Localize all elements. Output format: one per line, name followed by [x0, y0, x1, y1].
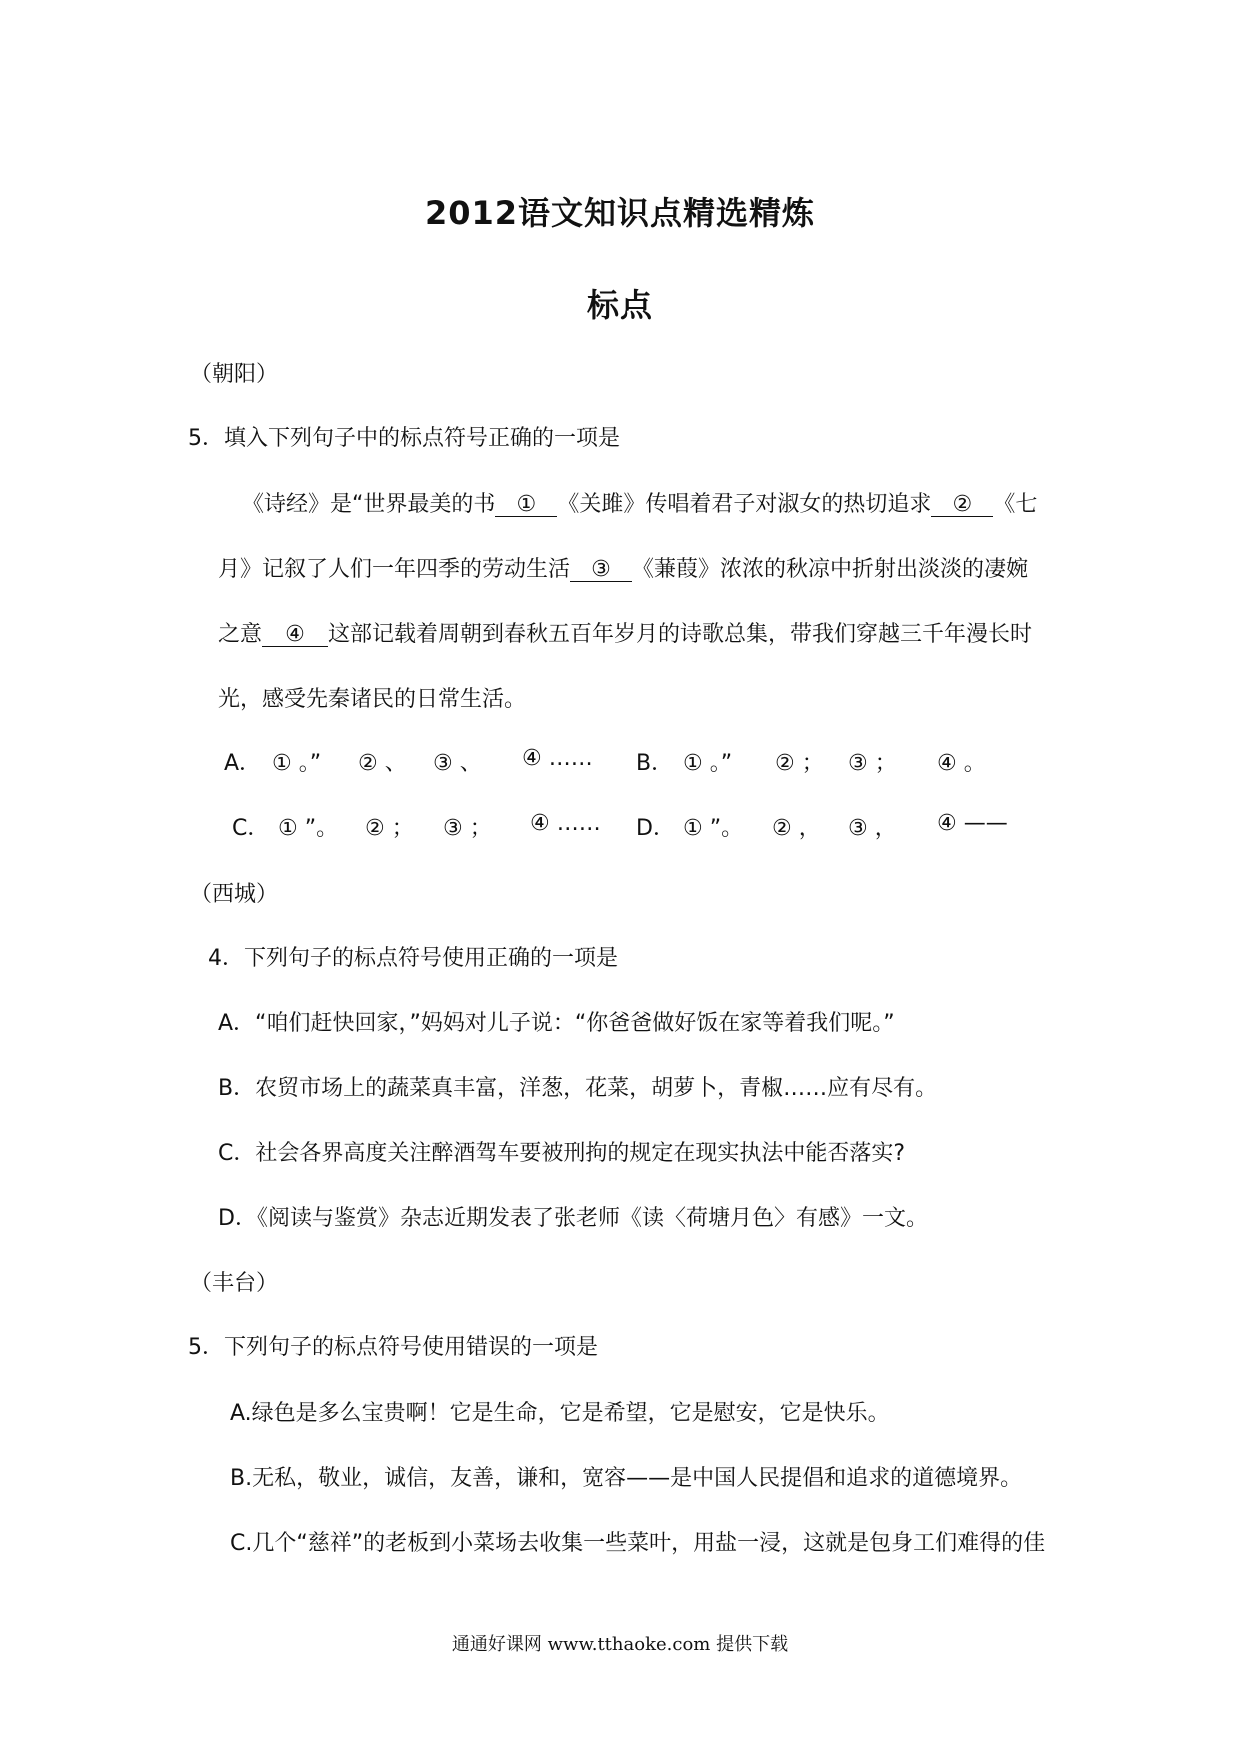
passage-line-3	[218, 617, 1032, 648]
passage-text: 《七	[993, 492, 1038, 517]
option-choice-1: ① ”。	[683, 816, 744, 841]
option-choice-2: ② 、	[358, 751, 407, 776]
passage-text: 《蒹葭》浓浓的秋凉中折射出淡淡的凄婉	[632, 557, 1029, 582]
option-choice-1: ① 。”	[683, 751, 733, 776]
answer-option-A: A．“咱们赶快回家，”妈妈对儿子说：“你爸爸做好饭在家等着我们呢。”	[218, 1011, 895, 1036]
passage-text: 《诗经》是“世界最美的书	[242, 492, 496, 517]
option-choice-4: ④ ——	[937, 811, 1008, 836]
question-5-chaoyang: 5．填入下列句子中的标点符号正确的一项是	[188, 426, 620, 451]
passage-text: 月》记叙了人们一年四季的劳动生活	[218, 557, 571, 582]
answer-option-B: B．农贸市场上的蔬菜真丰富，洋葱，花菜，胡萝卜，青椒……应有尽有。	[218, 1076, 938, 1101]
page-footer: 通通好课网 www.tthaoke.com 提供下载	[451, 1634, 789, 1655]
option-choice-2: ② ；	[365, 816, 414, 841]
passage-line-2	[218, 552, 1028, 583]
option-choice-4: ④ ……	[530, 811, 601, 836]
passage-text: 《关雎》传唱着君子对淑女的热切追求	[557, 492, 932, 517]
blank-2: ②	[931, 494, 993, 517]
option-choice-4: ④ 。	[937, 751, 986, 776]
section-title: 标点	[586, 286, 653, 324]
question-4-xicheng: 4．下列句子的标点符号使用正确的一项是	[208, 946, 618, 971]
option-choice-3: ③ ；	[848, 751, 897, 776]
option-letter: A．	[224, 751, 262, 776]
option-choice-2: ② ；	[775, 751, 824, 776]
blank-1: ①	[495, 494, 557, 517]
option-letter: B．	[636, 751, 674, 776]
passage-text: 这部记载着周朝到春秋五百年岁月的诗歌总集，带我们穿越三千年漫长时	[328, 622, 1033, 647]
answer-option-B: B.无私，敬业，诚信，友善，谦和，宽容——是中国人民提倡和追求的道德境界。	[230, 1466, 1023, 1491]
option-choice-1: ① ”。	[278, 816, 339, 841]
question-5-fengtai: 5．下列句子的标点符号使用错误的一项是	[188, 1335, 598, 1360]
source-label-xicheng: （西城）	[190, 882, 279, 907]
source-label-chaoyang: （朝阳）	[190, 362, 279, 387]
option-choice-3: ③ 、	[433, 751, 482, 776]
option-letter: D．	[636, 816, 675, 841]
option-letter: C．	[232, 816, 270, 841]
passage-line-1	[242, 487, 1037, 518]
blank-4: ④	[262, 624, 328, 647]
blank-3: ③	[570, 559, 632, 582]
option-choice-3: ③ ；	[443, 816, 492, 841]
passage-text: 之意	[218, 622, 263, 647]
answer-option-D: D．《阅读与鉴赏》杂志近期发表了张老师《读〈荷塘月色〉有感》一文。	[218, 1206, 928, 1231]
passage-line-4: 光，感受先秦诸民的日常生活。	[218, 687, 527, 712]
option-choice-2: ② ，	[772, 816, 821, 841]
source-label-fengtai: （丰台）	[190, 1271, 279, 1296]
option-choice-3: ③ ，	[848, 816, 897, 841]
option-choice-4: ④ ……	[522, 746, 593, 771]
answer-option-C: C.几个“慈祥”的老板到小菜场去收集一些菜叶，用盐一浸，这就是包身工们难得的佳	[230, 1531, 1046, 1556]
document-title: 2012语文知识点精选精炼	[424, 194, 816, 232]
answer-option-A: A.绿色是多么宝贵啊！它是生命，它是希望，它是慰安，它是快乐。	[230, 1401, 890, 1426]
answer-option-C: C．社会各界高度关注醉酒驾车要被刑拘的规定在现实执法中能否落实?	[218, 1141, 906, 1166]
option-choice-1: ① 。”	[272, 751, 322, 776]
